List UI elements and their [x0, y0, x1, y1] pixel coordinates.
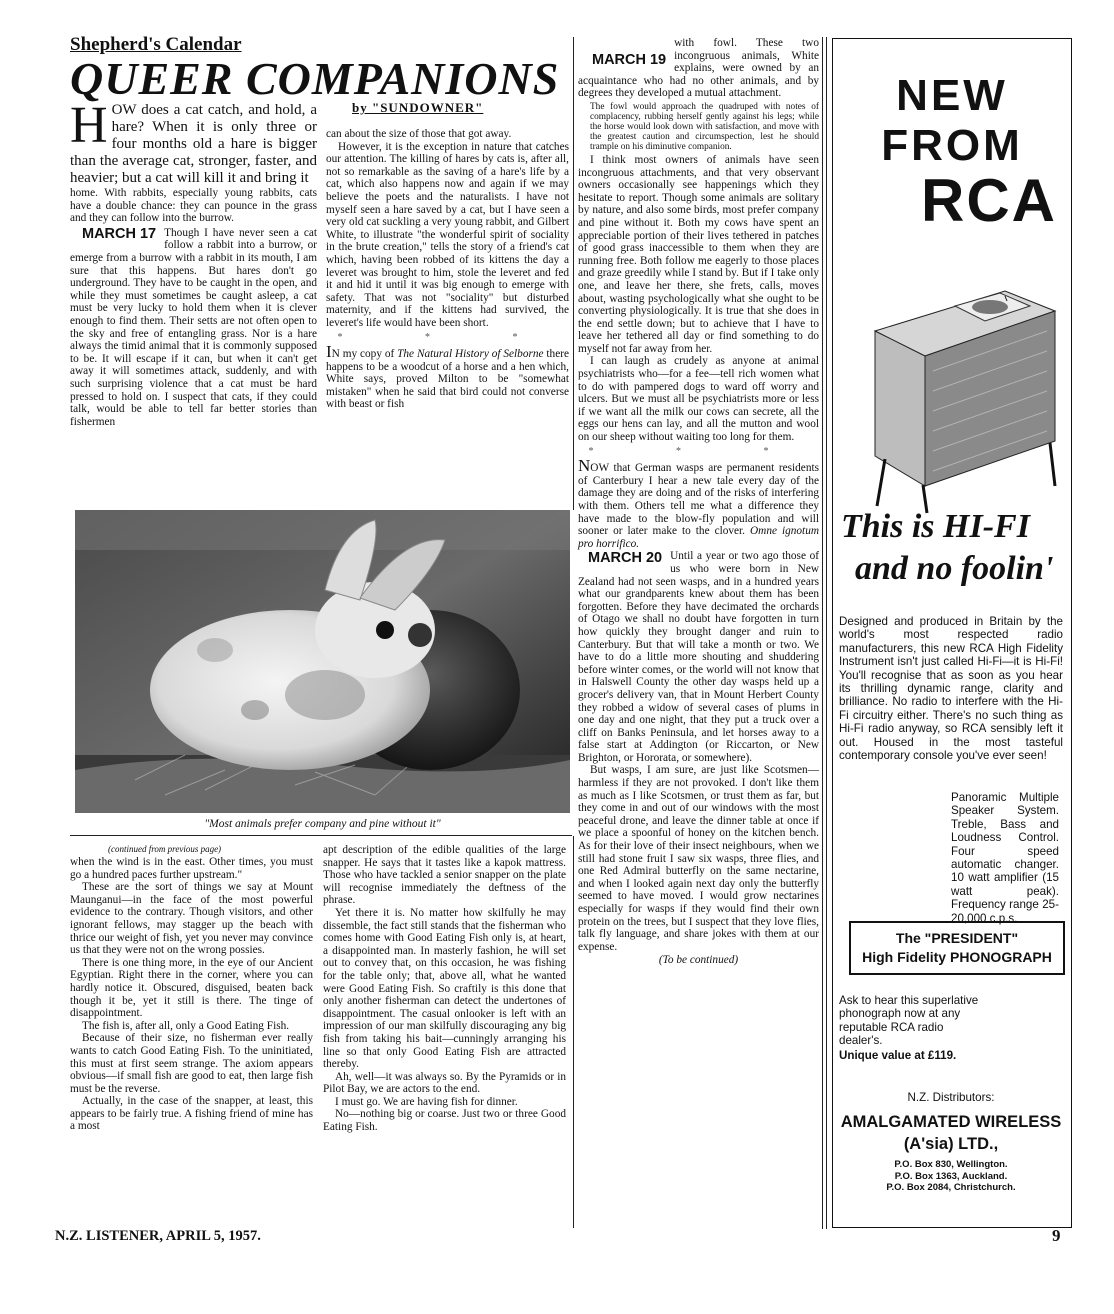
- ad-product-box: [849, 921, 1065, 975]
- column-1: [70, 97, 317, 428]
- column-3: [578, 37, 819, 967]
- ad-features: Panoramic Multiple Speaker System. Treble, Bass and Loudness Control. Four speed automatic changer. 10 watt amplifier (15 watt peak). Frequency range 25-20,000 c.p.s.: [951, 791, 1059, 925]
- column-2: [326, 128, 569, 411]
- ad-brand: RCA: [921, 167, 1057, 234]
- section-kicker: Shepherd's Calendar: [70, 34, 242, 55]
- phonograph-console-image: [855, 251, 1065, 521]
- initial-cap: I: [326, 342, 332, 362]
- date-label-march-19: MARCH 19: [592, 52, 667, 68]
- paragraph: These are the sort of things we say at Mount Maunganui—in the face of the most powerful evidence to the contrary. Though visitors, and other ignorant fellows, may stagger up the beach with thrice our weight of fish, yet you never may convince us that they were not on the wrong possies.: [70, 881, 313, 957]
- photo-rabbit-and-cat: [75, 510, 570, 813]
- paragraph: Yet there it is. No matter how skilfully he may dissemble, the fact still stands that the fisherman who comes home with Good Eating Fish only is, at heart, a disappointed man. In masterly fashion, he will set out to convey that, on this occasion, he was fishing for the table only; that, above all, what he wanted were Good Eating Fish. So craftily is this done that only another fisherman can detect the undertones of disappointment. The casual onlooker is left with an impression of our man skilfully discouraging any big fish from taking his bait—cunningly arranging his line so that only Good Eating Fish are attracted thereby.: [323, 906, 566, 1071]
- paragraph: I must go. We are having fish for dinner.: [335, 1095, 518, 1108]
- section-divider: * * *: [588, 445, 809, 457]
- lead-paragraph: OW does a cat catch, and hold, a hare? When it is only three or four months old a hare is bigger than the average cat, stronger, faster, and heavier; but a cat will kill it and bring it: [70, 102, 317, 186]
- paragraph: can about the size of those that got away.: [326, 128, 512, 140]
- ad-ask-dealer: Ask to hear this superlative phonograph now at any reputable RCA radio dealer's.: [839, 994, 979, 1048]
- continued-column-2: [323, 844, 566, 1134]
- ad-tagline-1: This is HI-FI: [841, 508, 1030, 545]
- ad-address: P.O. Box 1363, Auckland.: [894, 1170, 1008, 1182]
- paragraph: I think most owners of animals have seen incongruous attachments, and that very observant owners occasionally see happenings which they hesitate to report. Though some animals are solitary by nature, and also some birds, most prefer company and pine without it. Both my cows have spent an appreciable portion of their lives tethered in patches of good grass inaccessible to them when they are running free. Both follow me eagerly to those places and graze greedily while I stand by. But if I take only one, and leave her there, she frets, calls, moves about, wasting psychologically what she ought to be converting physiologically. It is true that she does in the end settle down; but to achieve that I have to leave her tethered all day or find something to do myself not far away from her.: [578, 153, 819, 355]
- rca-advertisement: [832, 38, 1072, 1228]
- ad-product-type: High Fidelity PHONOGRAPH: [862, 949, 1052, 965]
- date-label-march-17: MARCH 17: [82, 225, 157, 242]
- photo-caption: "Most animals prefer company and pine without it": [204, 818, 441, 830]
- paragraph: I can laugh as crudely as anyone at animal psychiatrists who—for a fee—tell rich women what to do with pampered dogs to ward off worry and ulcers. But we must all be psychiatrists more or less if we want all the milk our cows can secrete, all the eggs our hens can lay, and all the mutton and wool on our sheep without waiting too long for them.: [578, 355, 819, 444]
- paragraph: there happens to be a woodcut of a horse and a hen which, White says, proved Milton to be "somewhat mistaken" when he said that bird could not converse with beast or fish: [326, 348, 569, 411]
- ad-address: P.O. Box 830, Wellington.: [894, 1159, 1008, 1170]
- column-rule: [826, 37, 827, 1229]
- paragraph: However, it is the exception in nature that catches our attention. The killing of hares by cats is, after all, not so remarkable as the saving of a hare's life by a cat, which also happens now and again if we may believe the poets and the naturalists. I have not myself seen a hare saved by a cat, but I have seen a very old cat suckling a very young rabbit, and Gilbert White, to illustrate "the wonderful spirit of sociality in the brute creation," tells the story of a friend's cat which, having been robbed of its kittens the day a leveret was brought to him, stole the leveret and fed it and hid it until it was big enough to emerge with safety. That was not "sociality" but disturbed maternity, and if the kittens had survived, the leveret's life would have been short.: [326, 140, 569, 329]
- paragraph: Because of their size, no fisherman ever really wants to catch Good Eating Fish. To the uninitiated, this must at first seem strange. The axiom appears obvious—if small fish are good to eat, then large fish must be the reverse.: [70, 1032, 313, 1095]
- to-be-continued: (To be continued): [658, 954, 739, 967]
- paragraph: Ah, well—it was always so. By the Pyramids or in Pilot Bay, we are actors to the end.: [323, 1070, 566, 1096]
- drop-cap: H: [70, 97, 108, 154]
- paragraph: But wasps, I am sure, are just like Scotsmen—harmless if they are not provoked. I don't like them as much as I like Scotsmen, or trust them as far, but they come in and out of our windows with the most peaceful drone, and leave the dinner table at once if we place a spoonful of honey on the kitchen bench. As for their love of their insect neighbours, when we still had stone fruit I saw six wasps, three flies, and one Red Admiral butterfly on the same nectarine, and when I looked again next day only the butterfly seemed to have moved. I would grow nectarines especially for wasps if they would find their own protein on the trees, but I suspect that they love flies, talk fly language, and share jokes with them at our expense.: [578, 764, 819, 953]
- ad-company-line-1: AMALGAMATED WIRELESS: [840, 1113, 1062, 1131]
- ad-company-line-2: (A'sia) LTD.,: [903, 1135, 999, 1153]
- ad-tagline-2: and no foolin': [855, 550, 1054, 587]
- column-rule: [573, 836, 574, 1228]
- ad-address: P.O. Box 2084, Christchurch.: [886, 1182, 1016, 1193]
- ad-distributors-label: N.Z. Distributors:: [907, 1091, 995, 1104]
- ad-new-from: NEW FROM: [881, 71, 1023, 170]
- book-title: The Natural History of Selborne: [397, 348, 544, 361]
- continued-column-1: [70, 856, 313, 1133]
- paragraph: home. With rabbits, especially young rabbits, cats have a double chance: they can pounce in the grass and they can follow into the burrow.: [70, 187, 317, 225]
- paragraph: Though I have never seen a cat follow a rabbit into a burrow, or emerge from a burrow with a rabbit in its mouth, I am sure that this happens. But hares don't go underground. They have to be caught in the open, and while they must sometimes be caught asleep, a cat must be very lucky to hold them when it is clever enough to find them. Their setts are not often open to the sky and free of entangling grass. Nor is a hare always the timid animal that it is commonly supposed to be. It will escape if it can, but when it can't get away it will sometimes attack, suddenly, and with such surprising violence that a cat must be hard pressed to hold on. I suspect that cats, if they could talk, would be able to tell far better stories than fishermen: [70, 226, 317, 428]
- ad-company-name: [833, 1111, 1069, 1155]
- paragraph: when the wind is in the east. Other times, you must go a hundred paces further upstream.": [70, 856, 313, 881]
- ad-product-name: The "PRESIDENT": [895, 930, 1019, 946]
- paragraph: The fish is, after all, only a Good Eating Fish.: [82, 1019, 290, 1032]
- byline: by "SUNDOWNER": [352, 100, 484, 115]
- paragraph: N my copy of: [331, 348, 395, 361]
- headline: QUEER COMPANIONS: [70, 53, 560, 104]
- date-label-march-20: MARCH 20: [588, 550, 663, 567]
- paragraph: No—nothing big or coarse. Just two or three Good Eating Fish.: [323, 1108, 566, 1134]
- ad-price: Unique value at £119.: [839, 1049, 957, 1062]
- paragraph: Until a year or two ago those of us who were born in New Zealand had not seen wasps, and in a hundred years what our grandparents knew about them has been forgotten. Before they have decimated the orchards of Otago we shall no doubt have forgotten in turn how quickly they brought danger and ruin to Canterbury. But that will take a month or two. We have to do a little more shouting and shuddering before winter comes, or the world will not know that in Halswell County the other day wasps held up a grocer's delivery van, that in Mount Herbert County they robbed a widow of several cases of plums in one day and one night, that they put a truck over a cliff on Banks Peninsula, and let horses away to a false start at Addington (or Riccarton, or New Brighton, or Hororata, or somewhere).: [578, 550, 819, 764]
- ad-addresses: [833, 1159, 1069, 1194]
- paragraph: apt description of the edible qualities of the large snapper. He says that it tastes like a kapok mattress. Those who have tackled a senior snapper on the plate will recognise immediately the deftness of the phrase.: [323, 844, 566, 907]
- column-rule: [822, 37, 823, 1229]
- paragraph: OW that German wasps are permanent residents of Canterbury I hear a new tale every day of the damage they are doing and of the risks of interfering with them. Others tell me what a difference they have made to the blow-fly population and will sooner or later make to the clover.: [578, 462, 819, 538]
- paragraph: There is one thing more, in the eye of our Ancient Egyptian. Right there in the corner, where you can hardly notice it. Obscured, disguised, beaten back though it be, yet it still is there. The tinge of disappointment.: [70, 956, 313, 1020]
- ad-body-text: Designed and produced in Britain by the world's most respected radio manufacturers, this new RCA High Fidelity Instrument isn't just called Hi-Fi—it is Hi-Fi! You'll recognise that as soon as you hear its thrilling dynamic range, clarity and brilliance. No radio to interfere with the Hi-Fi circuitry either. There's no such thing as Hi-Fi radio anyway, so RCA sensibly left it out. Housed in the most tasteful contemporary console you've ever seen!: [839, 615, 1063, 763]
- page-number: 9: [1052, 1226, 1061, 1245]
- latin-phrase: Omne ignotum pro horrifico.: [578, 525, 819, 550]
- initial-cap: N: [578, 456, 591, 476]
- footer-publication: N.Z. LISTENER, APRIL 5, 1957.: [55, 1228, 261, 1244]
- paragraph: Actually, in the case of the snapper, at least, this appears to be fairly true. A fishing friend of mine has a most: [70, 1095, 313, 1133]
- paragraph: with fowl. These two incongruous animals, White explains, were owned by an acquaintance who had no other animals, and by degrees they developed a mutual attachment.: [578, 37, 819, 100]
- photo-image: [75, 510, 570, 813]
- column-rule: [573, 37, 574, 510]
- caption-rule: [70, 835, 572, 836]
- continued-label: (continued from previous page): [108, 844, 222, 854]
- block-quote: The fowl would approach the quadruped with notes of complacency, rubbing herself gently against his legs; while the horse would look down with satisfaction, and move with the greatest caution and circumspection, lest he should trample on his diminutive companion.: [590, 101, 819, 152]
- section-divider: * * *: [337, 331, 558, 343]
